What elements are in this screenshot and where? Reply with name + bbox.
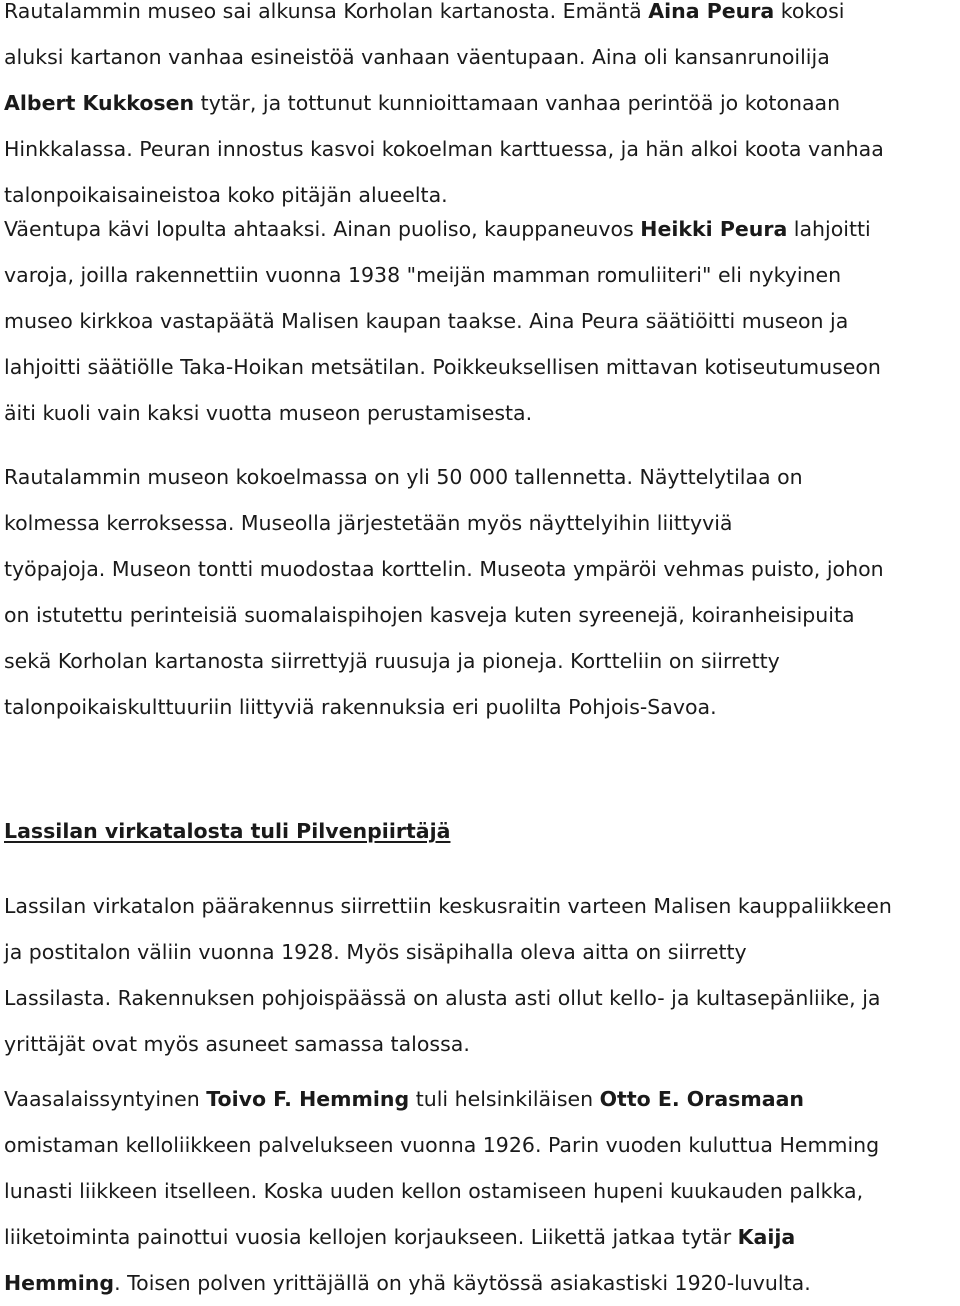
text-run: Väentupa kävi lopulta ahtaaksi. Ainan puoliso, kauppaneuvos xyxy=(4,217,641,241)
text-run: sekä Korholan kartanosta siirrettyjä ruusuja ja pioneja. Kortteliin on siirretty xyxy=(4,649,780,673)
text-run: tuli helsinkiläisen xyxy=(409,1087,600,1111)
text-line xyxy=(4,929,892,975)
text-run: kolmessa kerroksessa. Museolla järjestetään myös näyttelyihin liittyviä xyxy=(4,511,733,535)
text-run: aluksi kartanon vanhaa esineistöä vanhaan väentupaan. Aina oli kansanrunoilija xyxy=(4,45,830,69)
text-line xyxy=(4,500,884,546)
text-run: kokosi xyxy=(774,0,845,23)
paragraph-lassila-building xyxy=(4,883,892,1067)
person-name: Otto E. Orasmaan xyxy=(599,1087,804,1111)
text-line xyxy=(4,34,884,80)
text-line xyxy=(4,1168,879,1214)
text-line xyxy=(4,1260,879,1306)
text-line xyxy=(4,126,884,172)
text-run: museo kirkkoa vastapäätä Malisen kaupan taakse. Aina Peura säätiöitti museon ja xyxy=(4,309,849,333)
text-line xyxy=(4,344,881,390)
person-name: Toivo F. Hemming xyxy=(206,1087,410,1111)
text-line xyxy=(4,1076,879,1122)
text-line xyxy=(4,684,884,730)
text-run: Lassilan virkatalon päärakennus siirrettiin keskusraitin varteen Malisen kauppaliikkeen xyxy=(4,894,892,918)
text-run: Hinkkalassa. Peuran innostus kasvoi kokoelman karttuessa, ja hän alkoi koota vanhaa xyxy=(4,137,884,161)
person-name: Albert Kukkosen xyxy=(4,91,195,115)
text-line xyxy=(4,1021,892,1067)
paragraph-museum-origin xyxy=(4,0,884,218)
text-line xyxy=(4,206,881,252)
text-run: äiti kuoli vain kaksi vuotta museon perustamisesta. xyxy=(4,401,533,425)
text-line xyxy=(4,298,881,344)
text-run: työpajoja. Museon tontti muodostaa korttelin. Museota ympäröi vehmas puisto, johon xyxy=(4,557,884,581)
text-line xyxy=(4,546,884,592)
text-run: talonpoikaiskulttuuriin liittyviä rakennuksia eri puolilta Pohjois-Savoa. xyxy=(4,695,717,719)
text-line xyxy=(4,1122,879,1168)
text-line xyxy=(4,883,892,929)
text-line xyxy=(4,80,884,126)
text-run: . Toisen polven yrittäjällä on yhä käytössä asiakastiski 1920-luvulta. xyxy=(114,1271,811,1295)
text-run: lahjoitti säätiölle Taka-Hoikan metsätilan. Poikkeuksellisen mittavan kotiseutumuseon xyxy=(4,355,881,379)
text-line xyxy=(4,454,884,500)
person-name: Kaija xyxy=(737,1225,796,1249)
text-line xyxy=(4,390,881,436)
text-run: liiketoiminta painottui vuosia kellojen korjaukseen. Liikettä jatkaa tytär xyxy=(4,1225,738,1249)
paragraph-hemming-watch-shop xyxy=(4,1076,879,1306)
person-name: Aina Peura xyxy=(648,0,775,23)
paragraph-collection xyxy=(4,454,884,730)
text-line xyxy=(4,0,884,34)
person-name: Heikki Peura xyxy=(640,217,788,241)
text-run: varoja, joilla rakennettiin vuonna 1938 "meijän mamman romuliiteri" eli nykyinen xyxy=(4,263,842,287)
text-run: on istutettu perinteisiä suomalaispihojen kasveja kuten syreenejä, koiranheisipuita xyxy=(4,603,855,627)
text-line xyxy=(4,975,892,1021)
person-name: Hemming xyxy=(4,1271,115,1295)
text-run: omistaman kelloliikkeen palvelukseen vuonna 1926. Parin vuoden kuluttua Hemming xyxy=(4,1133,880,1157)
text-run: lahjoitti xyxy=(787,217,871,241)
text-run: yrittäjät ovat myös asuneet samassa talossa. xyxy=(4,1032,470,1056)
text-line xyxy=(4,1214,879,1260)
section-heading: Lassilan virkatalosta tuli Pilvenpiirtäjä xyxy=(4,819,451,843)
text-line xyxy=(4,592,884,638)
text-run: tytär, ja tottunut kunnioittamaan vanhaa perintöä jo kotonaan xyxy=(194,91,841,115)
text-run: lunasti liikkeen itselleen. Koska uuden kellon ostamiseen hupeni kuukauden palkka, xyxy=(4,1179,864,1203)
text-run: Vaasalaissyntyinen xyxy=(4,1087,207,1111)
text-run: Lassilasta. Rakennuksen pohjoispäässä on alusta asti ollut kello- ja kultasepänliike, ja xyxy=(4,986,881,1010)
text-run: Rautalammin museo sai alkunsa Korholan kartanosta. Emäntä xyxy=(4,0,649,23)
paragraph-new-museum-building xyxy=(4,206,881,436)
text-line xyxy=(4,252,881,298)
text-line xyxy=(4,638,884,684)
text-run: Rautalammin museon kokoelmassa on yli 50 000 tallennetta. Näyttelytilaa on xyxy=(4,465,803,489)
text-run: ja postitalon väliin vuonna 1928. Myös sisäpihalla oleva aitta on siirretty xyxy=(4,940,747,964)
text-run: talonpoikaisaineistoa koko pitäjän alueelta. xyxy=(4,183,448,207)
